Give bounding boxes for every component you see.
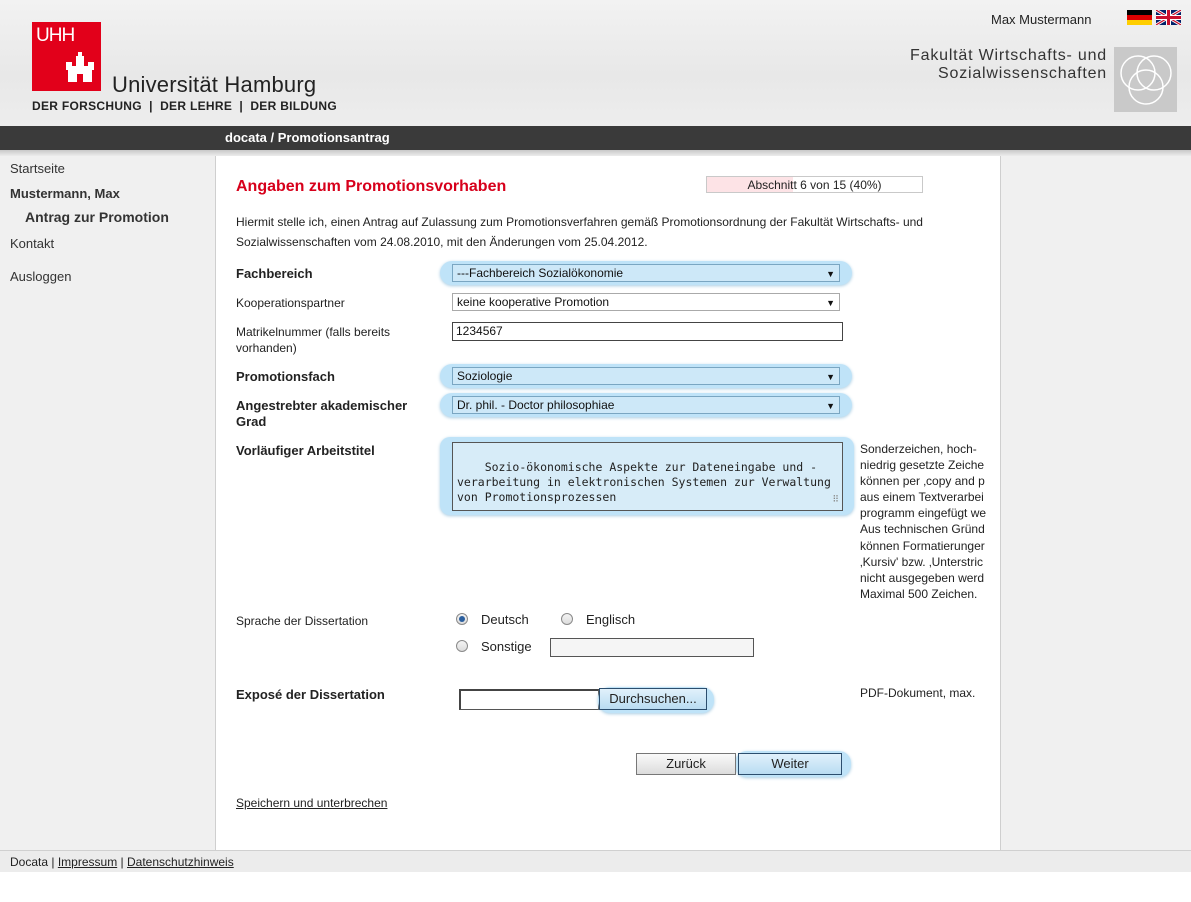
university-name: Universität Hamburg	[112, 72, 317, 97]
faculty-line-2: Sozialwissenschaften	[938, 65, 1107, 82]
grad-select[interactable]	[452, 396, 840, 414]
matrikel-input[interactable]: 1234567	[452, 322, 843, 341]
german-flag-icon[interactable]	[1127, 10, 1152, 25]
sidebar-item-kontakt[interactable]: Kontakt	[10, 236, 55, 251]
right-column	[1001, 156, 1191, 850]
radio-sonstige[interactable]	[456, 640, 468, 652]
main-content	[215, 156, 1001, 850]
expose-hint: PDF-Dokument, max.	[860, 686, 976, 700]
arbeitstitel-hint	[860, 441, 992, 602]
progress-label: Abschnitt 6 von 15 (40%)	[747, 178, 882, 192]
page-title: Angaben zum Promotionsvorhaben	[236, 178, 507, 195]
impressum-link[interactable]: Impressum	[57, 855, 118, 869]
next-button[interactable]: Weiter	[738, 753, 842, 775]
expose-label: Exposé der Dissertation	[236, 687, 385, 702]
chevron-down-icon: ▼	[826, 401, 835, 411]
faculty-logo-icon	[1114, 47, 1177, 112]
faculty-line-1: Fakultät Wirtschafts- und	[910, 47, 1107, 64]
radio-deutsch[interactable]	[456, 613, 468, 625]
castle-icon	[66, 52, 94, 84]
resize-grip-icon[interactable]: ⠿	[832, 495, 839, 505]
radio-englisch-label[interactable]: Englisch	[586, 612, 636, 627]
sonstige-input[interactable]	[550, 638, 754, 657]
back-button[interactable]: Zurück	[636, 753, 736, 775]
datenschutz-link[interactable]: Datenschutzhinweis	[127, 855, 234, 869]
footer-brand: Docata	[10, 855, 49, 869]
progress-indicator	[706, 176, 923, 193]
radio-sonstige-label[interactable]: Sonstige	[481, 639, 532, 654]
uk-flag-icon[interactable]	[1156, 10, 1181, 25]
footer-separator: |	[120, 855, 124, 869]
fachbereich-label: Fachbereich	[236, 266, 313, 281]
matrikel-label: Matrikelnummer (falls bereits vorhanden)	[236, 325, 391, 355]
faculty-name	[868, 47, 1107, 83]
arbeitstitel-hint-text: Sonderzeichen, hoch- niedrig gesetzte Zeiche können per ‚copy and p aus einem Textverarbei programm eingefügt we Aus technischen Gründ können Formatierunger ‚Kursiv' bzw. ‚Unterstric nicht ausgegeben werd Maximal 500 Zeichen.	[860, 442, 987, 601]
sidebar-item-logout[interactable]: Ausloggen	[10, 269, 72, 284]
sprache-label: Sprache der Dissertation	[236, 614, 369, 628]
kooperation-value: keine kooperative Promotion	[457, 295, 610, 309]
university-logo[interactable]	[32, 22, 101, 91]
chevron-down-icon: ▼	[826, 372, 835, 382]
arbeitstitel-textarea[interactable]	[452, 442, 843, 511]
sidebar	[0, 156, 215, 850]
expose-file-input[interactable]	[459, 689, 599, 710]
footer-separator: |	[51, 855, 55, 869]
site-header	[0, 0, 1191, 126]
logo-letters: UHH	[36, 25, 75, 46]
promotionsfach-value: Soziologie	[457, 369, 513, 383]
radio-deutsch-label[interactable]: Deutsch	[481, 612, 529, 627]
grad-value: Dr. phil. - Doctor philosophiae	[457, 398, 615, 412]
kooperation-label: Kooperationspartner	[236, 296, 345, 310]
university-tagline: DER FORSCHUNG | DER LEHRE | DER BILDUNG	[32, 99, 337, 113]
promotionsfach-label: Promotionsfach	[236, 369, 335, 384]
arbeitstitel-value: Sozio-ökonomische Aspekte zur Dateneingabe und -verarbeitung in elektronischen Systemen zur Verwaltung von Promotionsprozessen	[457, 460, 838, 504]
app-title: docata / Promotionsantrag	[225, 130, 390, 145]
logged-in-user: Max Mustermann	[991, 12, 1092, 27]
chevron-down-icon: ▼	[826, 269, 835, 279]
save-and-pause-link[interactable]: Speichern und unterbrechen	[236, 796, 388, 810]
arbeitstitel-label: Vorläufiger Arbeitstitel	[236, 443, 375, 458]
radio-englisch[interactable]	[561, 613, 573, 625]
browse-button[interactable]: Durchsuchen...	[599, 688, 707, 710]
chevron-down-icon: ▼	[826, 298, 835, 308]
fachbereich-value: ---Fachbereich Sozialökonomie	[457, 266, 624, 280]
promotionsfach-select[interactable]	[452, 367, 840, 385]
sidebar-item-antrag[interactable]: Antrag zur Promotion	[25, 209, 169, 225]
site-footer	[0, 850, 1191, 872]
kooperation-select[interactable]	[452, 293, 840, 311]
fachbereich-select[interactable]	[452, 264, 840, 282]
sidebar-user-name: Mustermann, Max	[10, 186, 120, 201]
sidebar-item-startseite[interactable]: Startseite	[10, 161, 65, 176]
grad-label: Angestrebter akademischer Grad	[236, 398, 408, 429]
app-title-bar	[0, 126, 1191, 150]
intro-text: Hiermit stelle ich, einen Antrag auf Zulassung zum Promotionsverfahren gemäß Promotionsordnung der Fakultät Wirtschafts- und Sozialwissenschaften vom 24.08.2010, mit den Änderungen vom 25.04.2012.	[236, 215, 923, 249]
